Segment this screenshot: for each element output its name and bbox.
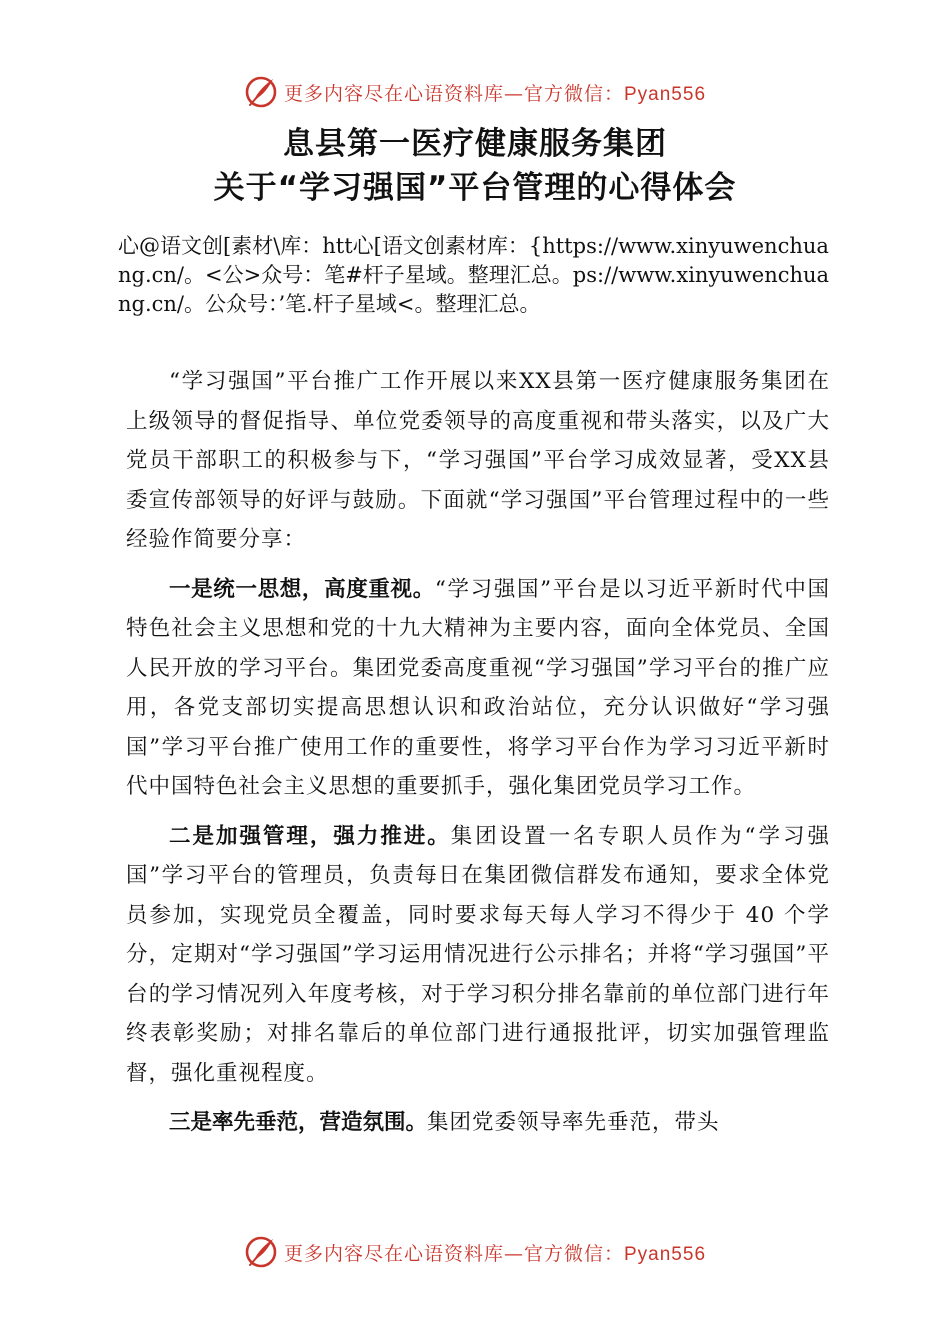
feather-logo-icon <box>244 75 278 109</box>
banner-wechat-id: Pyan556 <box>624 83 707 105</box>
title-line-2: 关于“学习强国”平台管理的心得体会 <box>213 170 737 206</box>
banner-text <box>284 1239 706 1266</box>
document-title <box>0 122 950 210</box>
banner-wechat-id: Pyan556 <box>624 1243 707 1265</box>
paragraph-lead: 一是统一思想，高度重视。 <box>169 576 435 602</box>
document-body <box>126 362 830 1153</box>
source-note: 心@语文创[素材\库：htt心[语文创素材库：{https://www.xinyuwenchuang.cn/。<公>众号：笔#杆子星域。整理汇总。ps://www.xinyuwenchuang.cn/。公众号：’笔.杆子星域<。整理汇总。 <box>118 234 830 316</box>
paragraph-point-2 <box>126 817 830 1094</box>
top-banner <box>0 72 950 112</box>
paragraph-lead: 三是率先垂范，营造氛围。 <box>169 1110 428 1135</box>
paragraph-text: 集团党委领导率先垂范，带头 <box>427 1110 720 1135</box>
paragraph-text: “学习强国”平台推广工作开展以来XX县第一医疗健康服务集团在上级领导的督促指导、单位党委领导的高度重视和带头落实，以及广大党员干部职工的积极参与下，“学习强国”平台学习成效显著，受XX县委宣传部领导的好评与鼓励。下面就“学习强国”平台管理过程中的一些经验作简要分享： <box>126 369 830 552</box>
banner-caption: 更多内容尽在心语资料库—官方微信： <box>283 1242 624 1265</box>
banner-caption: 更多内容尽在心语资料库—官方微信： <box>283 82 624 105</box>
paragraph-point-1 <box>126 570 830 807</box>
paragraph-text: “学习强国”平台是以习近平新时代中国特色社会主义思想和党的十九大精神为主要内容，面向全体党员、全国人民开放的学习平台。集团党委高度重视“学习强国”学习平台的推广应用，各党支部切实提高思想认识和政治站位，充分认识做好“学习强国”学习平台推广使用工作的重要性，将学习平台作为学习习近平新时代中国特色社会主义思想的重要抓手，强化集团党员学习工作。 <box>126 576 830 799</box>
paragraph-lead: 二是加强管理，强力推进。 <box>169 823 451 849</box>
paragraph-text: 集团设置一名专职人员作为“学习强国”学习平台的管理员，负责每日在集团微信群发布通知，要求全体党员参加，实现党员全覆盖，同时要求每天每人学习不得少于 40 个学分，定期对“学习强国”学习运用情况进行公示排名；并将“学习强国”平台的学习情况列入年度考核，对于学习积分排名靠前的单位部门进行年终表彰奖励；对排名靠后的单位部门进行通报批评，切实加强管理监督，强化重视程度。 <box>126 823 830 1086</box>
paragraph-intro <box>126 362 830 560</box>
feather-logo-icon <box>244 1235 278 1269</box>
title-line-1: 息县第一医疗健康服务集团 <box>283 126 667 162</box>
bottom-banner <box>0 1232 950 1272</box>
paragraph-point-3 <box>126 1103 830 1143</box>
banner-text <box>284 79 706 106</box>
